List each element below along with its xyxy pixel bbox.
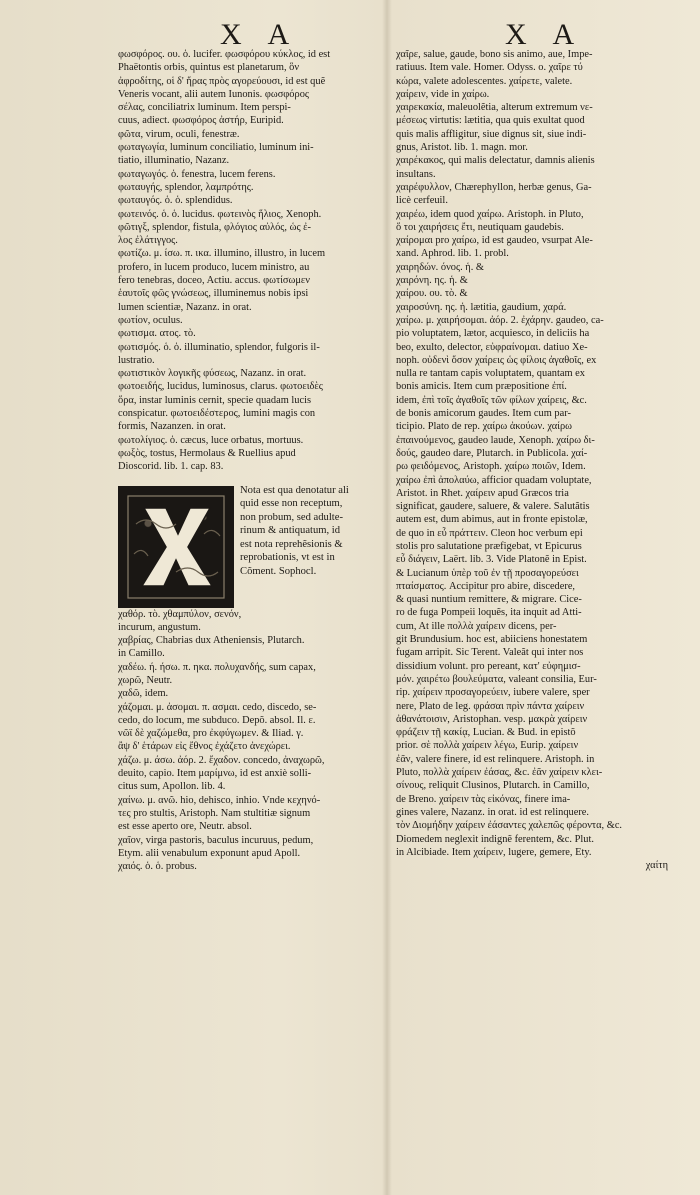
running-head-left: X A [220,18,300,51]
text-line: ratiuus. Item vale. Homer. Odyss. ο. χαῖρε τύ [396,62,583,74]
text-line: χαίνω. μ. ανῶ. hio, dehisco, inhio. Vnde κεχηνό- [118,794,321,806]
text-line: φωτολίγιος. ὁ. cæcus, luce orbatus, mortuus. [118,434,304,446]
text-line: prior. σὲ πολλὰ χαίρειν λέγω, Eurip. χαίρειν [396,740,579,752]
text-line: quis malis affligitur, siue dignus sit, siue indi- [396,128,587,140]
decorated-initial-x [118,486,234,608]
text-line: χάζω. μ. άσω. ἀόρ. 2. ἔχαδον. concedo, ἀναχωρῶ, [118,754,325,766]
text-line: χαδέω. ή. ήσω. π. ηκα. πολυχανδής, sum capax, [118,661,316,673]
text-line: χαιρηδών. όνος. ἡ. & [396,261,484,273]
text-line: in Camillo. [118,648,165,660]
text-line: εὖ διάγειν, Laërt. lib. 3. Vide Platonẽ in Epist. [396,554,587,566]
text-line: φῶτιγξ, splendor, fistula, φλόγιος αὐλός, ὡς ἐ- [118,221,311,233]
text-line: fugam arripit. Sic Terent. Valeãt qui inter nos [396,647,584,659]
text-line: φωταγωγία, luminum conciliatio, luminum ini- [118,142,314,154]
text-line: χαιός. ὁ. ὁ. probus. [118,861,197,873]
text-line: nere, Plato de leg. φράσαι πρὶν πάντα χαίρειν [396,700,585,712]
text-line: de bonis amicorum gaudes. Item cum par- [396,408,571,420]
text-line: χαιροσύνη. ης. ἡ. lætitia, gaudium, χαρά. [396,301,567,313]
text-line: lustratio. [118,354,155,366]
text-line: φῶτα, virum, oculi, fenestræ. [118,128,240,140]
text-line: xand. Aphrod. lib. 1. probl. [396,248,509,260]
text-line: ticipio. Plato de rep. χαίρω ἀκούων. χαίρω [396,421,572,433]
text-line: σέλας, conciliatrix luminum. Item perspi- [118,102,291,114]
text-line: cuus, adiect. φωσφόρος ἀστήρ, Euripid. [118,115,284,127]
text-line: & Lucianum ὑπὲρ τοῦ ἐν τῇ προσαγορεύσει [396,567,579,579]
text-line: φωταγωγός. ὁ. fenestra, lucem ferens. [118,168,276,180]
text-line: rinum & antiquatum, id [240,525,341,537]
text-line: Cõment. Sophocl. [240,566,317,578]
text-line: ἀφροδίτης, οἱ δ' ἥρας πρὸς αγορεύουσι, id est quẽ [118,75,326,87]
text-line: χαθόρ. τὸ. χθαμπύλον, σενόν, [118,608,242,620]
text-line: μέσεως virtutis: lætitia, qua quis exultat quod [396,115,585,127]
text-line: ro de fuga Pompeii loquẽs, ita inquit ad Atti- [396,607,582,619]
text-line: χωρῶ, Neutr. [118,674,173,686]
text-line: ἐπαινούμενος, gaudeo laude, Xenoph. χαίρω δι- [396,434,595,446]
text-line: δούς, gaudeo dare, Plutarch. in Publicola. χαί- [396,447,588,459]
text-line: est nota reprehẽsionis & [240,538,343,550]
text-line: φωταυγής, splendor, λαμπρότης. [118,181,254,193]
text-line: de Breno. χαίρειν τὰς εἰκόνας, finere ima- [396,793,571,805]
text-line: tiatio, illuminatio, Nazanz. [118,155,230,167]
text-line: est esse aperto ore, Neutr. absol. [118,821,252,833]
text-line: rip. χαίρειν προσαγορεύειν, iubere valere, sper [396,687,590,699]
text-line: Dioscorid. lib. 1. cap. 83. [118,461,224,473]
text-line: Diomedem neglexit indignẽ ferentem, &c. Plut. [396,833,594,845]
text-line: non probum, sed adulte- [240,511,343,523]
text-line: χάζομαι. μ. ἀσομαι. π. ασμαι. cedo, discedo, se- [118,701,317,713]
text-line: Phaëtontis orbis, quintus est planetarum, ὃν [118,62,300,74]
text-line: χαδῶ, idem. [118,688,169,700]
text-line: Veneris vocant, alii autem Iunonis. φωσφόρος [118,88,309,100]
text-line: gines valere, Nazanz. in orat. id est relinquere. [396,806,590,818]
text-line: φωτεινός. ὁ. ὁ. lucidus. φωτεινὸς ἥλιος, Xenoph. [118,208,322,220]
text-line: νῶϊ δὲ χαζώμεθα, pro ἐκφύγωμεν. & Iliad. γ. [118,728,304,740]
text-line: stolis pro salutatione præfigebat, vt Epicurus [396,540,582,552]
text-line: φωτισμός. ὁ. ὁ. illuminatio, splendor, fulgoris il- [118,341,320,353]
running-head-right: X A [505,18,585,51]
text-line: Nota est qua denotatur ali [240,484,349,496]
text-line: in Alcibiade. Item χαίρειν, lugere, gemere, Ety. [396,846,592,858]
text-line: fero tenebras, doceo, Actiu. accus. φωτίσωμεν [118,275,310,287]
text-line: lumen scientiæ, Nazanz. in orat. [118,301,252,313]
text-line: λος ἐλάτιγγος. [118,235,178,247]
text-line: τες pro stultis, Aristoph. Nam stultitiæ signum [118,807,311,819]
text-line: significat, gaudere, saluere, & valere. Salutãtis [396,501,590,513]
text-line: Pluto, πολλὰ χαίρειν ἐάσας, &c. ἐᾶν χαίρειν κλει- [396,767,603,779]
left-column [118,48,380,873]
text-line: χαιρέφυλλον, Chærephyllon, herbæ genus, Ga- [396,181,592,193]
text-line: χαίρω ἐπὶ ἀπολαύω, afficior quadam voluptate, [396,474,592,486]
text-line: conspicatur. φωτοειδέστερος, lumini magis con [118,408,316,420]
text-line: ἂψ δ' ἑτάρων εἰς ἔθνος ἐχάζετο ἀνεχώρει. [118,741,291,753]
decorated-initial-entry [118,484,380,608]
text-line: gnus, Aristot. lib. 1. magn. mor. [396,142,528,154]
left-column-entries [118,48,380,474]
text-line: τὸν Διομήδην χαίρειν ἐάσαντες χαλεπῶς φέροντα, &c. [396,820,623,832]
text-line: licè cerfeuil. [396,195,448,207]
text-line: idem, ἐπὶ τοῖς ἀγαθοῖς τῶν φίλων χαίρεις, &c. [396,394,587,406]
text-line: ὅ τοι χαιρήσεις ἔτι, neutiquam gaudebis. [396,221,564,233]
text-line: cedo, do locum, me subduco. Depõ. absol. Il. ε. [118,714,316,726]
text-line: φωτίον, oculus. [118,314,183,326]
text-line: φωσφόρος. ου. ὁ. lucifer. φωσφόρου κύκλος, id est [118,49,331,60]
text-line: profero, in lucem produco, lucem ministro, au [118,261,310,273]
text-line: ρω φειδόμενος, Aristoph. χαίρω ποιῶν, Idem. [396,461,586,473]
right-column [396,48,668,872]
text-line: pio voluptatem, lætor, acquiesco, in deliciis ha [396,328,590,340]
text-line: incurum, angustum. [118,621,201,633]
text-line: ἑαυτοῖς φῶς γνώσεως, illuminemus nobis ipsi [118,288,309,300]
text-line: χαιρέκακος, qui malis delectatur, damnis alienis [396,155,595,167]
text-line: χαίρειν, vide in χαίρω. [396,88,490,100]
text-line: formis, Nazanzen. in orat. [118,421,226,433]
text-line: μόν. χαιρέτω βουλεύματα, valeant consilia, Eur- [396,673,597,685]
text-line: χαίρω. μ. χαιρήσομαι. ἀόρ. 2. ἐχάρην. gaudeo, ca- [396,314,604,326]
text-line: χαῖον, virga pastoris, baculus incuruus, pedum, [118,834,314,846]
text-line: Aristot. in Rhet. χαίρειν apud Græcos tria [396,487,569,499]
text-line: beo, exulto, delector, εὐφραίνομαι. datiuo Xe- [396,341,588,353]
text-line: dissidium volunt. pro pereant, κατ' εὐφημισ- [396,660,581,672]
text-line: noph. οὐδενὶ ὅσον χαίρεις ὡς φίλοις ἀγαθοῖς, ex [396,354,597,366]
page-gutter [382,0,392,1195]
text-line: reprobationis, vt est in [240,552,335,564]
text-line: φωτίζω. μ. ίσω. π. ικα. illumino, illustro, in lucem [118,248,326,260]
text-line: de quo in εὖ πράττειν. Cleon hoc verbum epi [396,527,583,539]
text-line: κώρα, valete adolescentes. χαίρετε, valete. [396,75,573,87]
text-line: χαιρόνη. ης. ἡ. & [396,275,468,287]
text-line: φωταυγός. ὁ. ὁ. splendidus. [118,195,233,207]
initial-entry-text [240,484,380,608]
ornament-letter-icon [126,494,226,600]
text-line: χαιρεκακία, maleuolẽtia, alterum extremum νε- [396,102,593,114]
text-line: ἐᾶν, valere finere, id est relinquere. Aristoph. in [396,753,595,765]
text-line: χαβρίας, Chabrias dux Atheniensis, Plutarch. [118,635,305,647]
right-column-entries [396,48,668,859]
text-line: quid esse non receptum, [240,498,343,510]
text-line: git Brundusium. hoc est, abiiciens honestatem [396,634,588,646]
text-line: autem est, dum abimus, aut in fronte epistolæ, [396,514,588,526]
text-line: πταίσματος. Accipitur pro abire, discedere, [396,580,576,592]
text-line: ἀθανάτοισιν, Aristophan. vesp. μακρὰ χαίρειν [396,713,588,725]
left-column-entries-lower [118,608,380,874]
text-line: φράζειν τῇ κακίᾳ, Lucian. & Bud. in epistõ [396,727,576,739]
text-line: χαῖρε, salue, gaude, bono sis animo, aue, Impe- [396,49,593,60]
text-line: φωξὸς, tostus, Hermolaus & Ruellius apud [118,447,296,459]
text-line: χαίρου. ου. τὸ. & [396,288,468,300]
text-line: χαιρέω, idem quod χαίρω. Aristoph. in Pluto, [396,208,584,220]
text-line: cum, At ille πολλὰ χαίρειν dicens, per- [396,620,557,632]
catchword: χαίτη [645,860,668,872]
text-line: citus sum, Apollon. lib. 4. [118,781,226,793]
text-line: φωτιστικὸν λογικῆς φύσεως, Nazanz. in orat. [118,368,307,380]
text-line: σίνους, reliquit Clusinos, Plutarch. in Camillo, [396,780,590,792]
text-line: φωτοειδής, lucidus, luminosus, clarus. φωτοειδὲς [118,381,323,393]
text-line: & quasi nuntium remittere, & migrare. Cice- [396,594,582,606]
text-line: deuito, capio. Item μαρίμνω, id est anxiè solli- [118,768,312,780]
text-line: insultans. [396,168,436,180]
text-line: ὅρα, instar luminis cernit, specie quadam lucis [118,394,311,406]
text-line: Etym. alii venabulum exponunt apud Apoll. [118,847,301,859]
text-line: χαίρομαι pro χαίρω, id est gaudeo, vsurpat Ale- [396,235,593,247]
text-line: φωτισμα. ατος. τὸ. [118,328,196,340]
text-line: nulla re tantam capis voluptatem, quantam ex [396,368,585,380]
text-line: bonis amicis. Item cum præpositione ἐπί. [396,381,567,393]
